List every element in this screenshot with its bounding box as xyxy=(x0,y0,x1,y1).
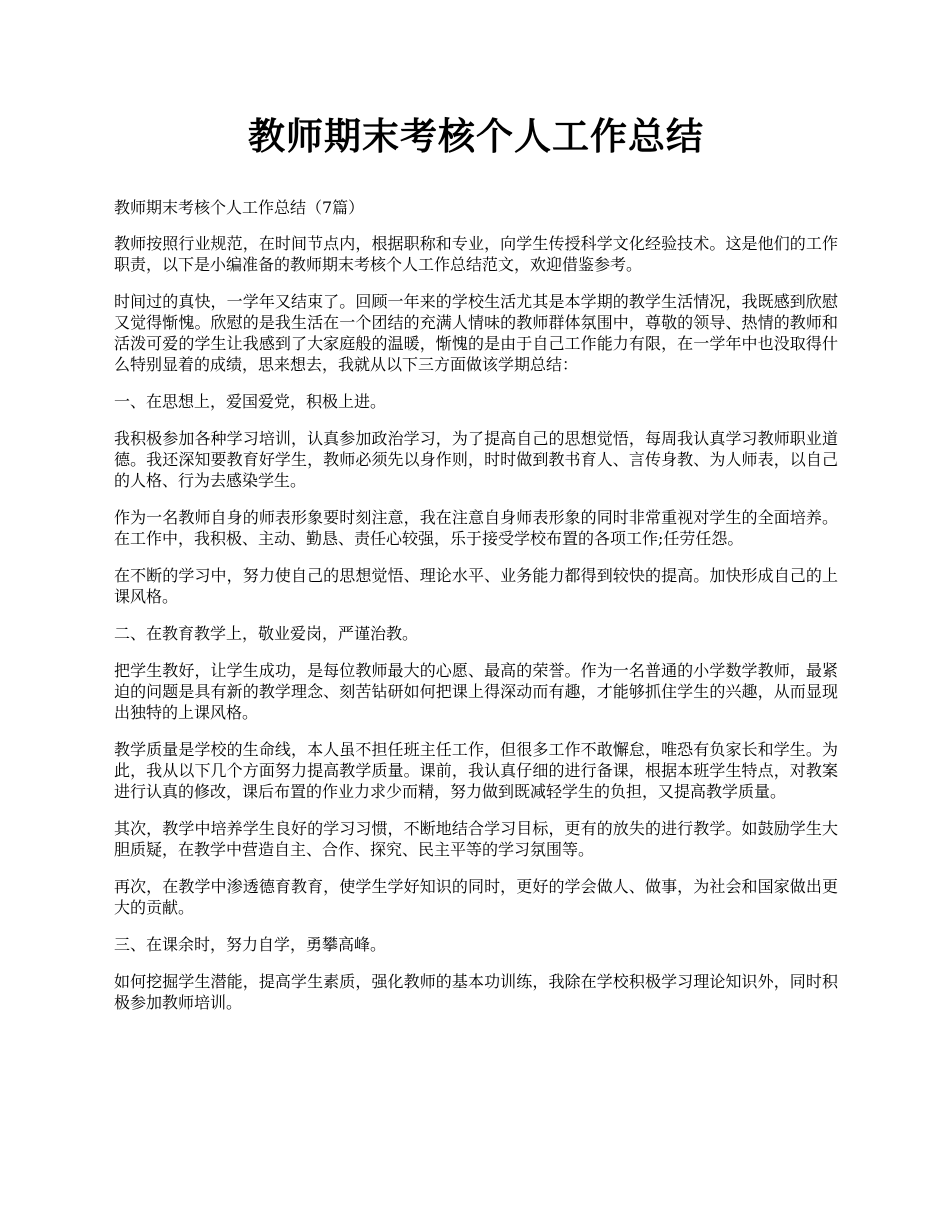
document-page xyxy=(114,112,838,1029)
body-paragraph: 如何挖掘学生潜能，提高学生素质，强化教师的基本功训练，我除在学校积极学习理论知识外，同时积极参加教师培训。 xyxy=(114,972,838,1012)
body-paragraph: 我积极参加各种学习培训，认真参加政治学习，为了提高自己的思想觉悟，每周我认真学习教师职业道德。我还深知要教育好学生，教师必须先以身作则，时时做到教书育人、言传身教、为人师表，以自己的人格、行为去感染学生。 xyxy=(114,429,838,490)
body-paragraph: 作为一名教师自身的师表形象要时刻注意，我在注意自身师表形象的同时非常重视对学生的全面培养。在工作中，我积极、主动、勤恳、责任心较强，乐于接受学校布置的各项工作;任劳任怨。 xyxy=(114,508,838,548)
document-subtitle: 教师期末考核个人工作总结（7篇） xyxy=(114,198,365,217)
section-heading-3: 三、在课余时，努力自学，勇攀高峰。 xyxy=(114,935,387,954)
body-paragraph: 再次，在教学中渗透德育教育，使学生学好知识的同时，更好的学会做人、做事，为社会和国家做出更大的贡献。 xyxy=(114,877,838,917)
body-paragraph: 时间过的真快，一学年又结束了。回顾一年来的学校生活尤其是本学期的教学生活情况，我既感到欣慰又觉得惭愧。欣慰的是我生活在一个团结的充满人情味的教师群体氛围中，尊敬的领导、热情的教师和活泼可爱的学生让我感到了大家庭般的温暖，惭愧的是由于自己工作能力有限，在一学年中也没取得什么特别显着的成绩，思来想去，我就从以下三方面做该学期总结： xyxy=(114,292,838,374)
document-title: 教师期末考核个人工作总结 xyxy=(248,114,704,158)
intro-paragraph: 教师按照行业规范，在时间节点内，根据职称和专业，向学生传授科学文化经验技术。这是他们的工作职责，以下是小编准备的教师期末考核个人工作总结范文，欢迎借鉴参考。 xyxy=(114,234,838,274)
section-heading-2: 二、在教育教学上，敬业爱岗，严谨治教。 xyxy=(114,624,419,643)
body-paragraph: 把学生教好，让学生成功，是每位教师最大的心愿、最高的荣誉。作为一名普通的小学数学教师，最紧迫的问题是具有新的教学理念、刻苦钻研如何把课上得深动而有趣，才能够抓住学生的兴趣，从而显现出独特的上课风格。 xyxy=(114,661,838,722)
body-paragraph: 教学质量是学校的生命线，本人虽不担任班主任工作，但很多工作不敢懈怠，唯恐有负家长和学生。为此，我从以下几个方面努力提高教学质量。课前，我认真仔细的进行备课，根据本班学生特点，对教案进行认真的修改，课后布置的作业力求少而精，努力做到既减轻学生的负担，又提高教学质量。 xyxy=(114,740,838,801)
body-paragraph: 其次，教学中培养学生良好的学习习惯，不断地结合学习目标，更有的放失的进行教学。如鼓励学生大胆质疑，在教学中营造自主、合作、探究、民主平等的学习氛围等。 xyxy=(114,819,838,859)
section-heading-1: 一、在思想上，爱国爱党，积极上进。 xyxy=(114,392,387,411)
body-paragraph: 在不断的学习中，努力使自己的思想觉悟、理论水平、业务能力都得到较快的提高。加快形成自己的上课风格。 xyxy=(114,566,838,606)
